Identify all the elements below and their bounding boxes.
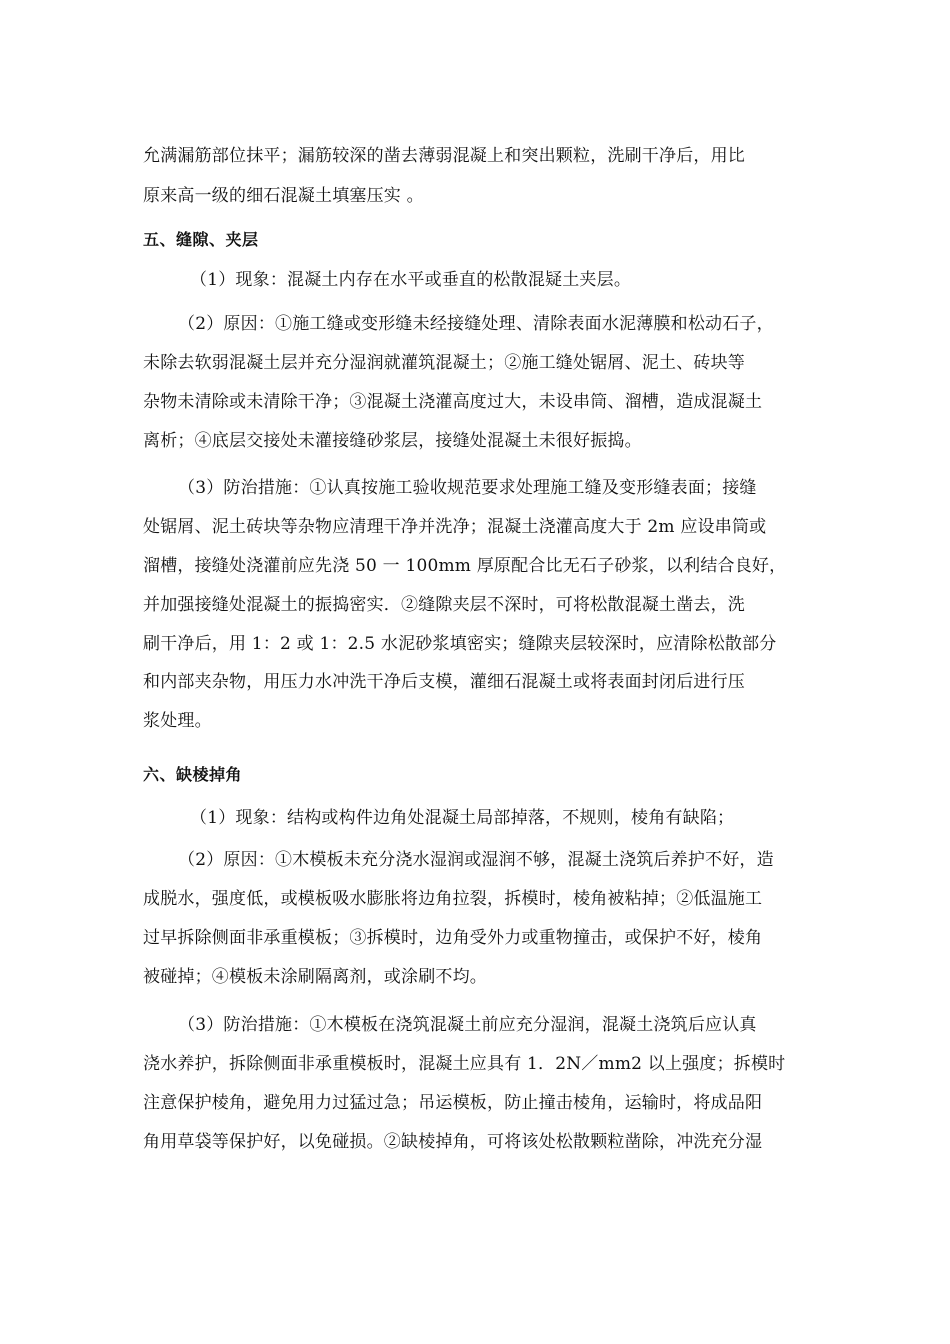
paragraph-line: （2）原因：①施工缝或变形缝未经接缝处理、清除表面水泥薄膜和松动石子， xyxy=(178,314,774,334)
paragraph-line: 溜槽，接缝处浇灌前应先浇 50 一 100mm 厚原配合比无石子砂浆，以利结合良好， xyxy=(143,556,787,576)
paragraph-line: 原来高一级的细石混凝土填塞压实 。 xyxy=(143,186,424,206)
paragraph-line: 杂物未清除或未清除干净；③混凝土浇灌高度过大，未设串筒、溜槽，造成混凝土 xyxy=(143,392,763,412)
paragraph-line: 角用草袋等保护好，以免碰损。②缺棱掉角，可将该处松散颗粒凿除，冲洗充分湿 xyxy=(143,1132,763,1152)
paragraph-line: （3）防治措施：①木模板在浇筑混凝土前应充分湿润，混凝土浇筑后应认真 xyxy=(178,1015,757,1035)
paragraph-line: 未除去软弱混凝土层并充分湿润就灌筑混凝土；②施工缝处锯屑、泥土、砖块等 xyxy=(143,353,745,373)
paragraph-line: （1）现象：结构或构件边角处混凝土局部掉落，不规则，棱角有缺陷； xyxy=(190,808,735,828)
section-heading-6: 六、缺棱掉角 xyxy=(143,765,243,784)
paragraph-line: （1）现象：混凝土内存在水平或垂直的松散混疑土夹层。 xyxy=(190,270,632,290)
paragraph-line: 处锯屑、泥土砖块等杂物应清理干净并洗净；混凝土浇灌高度大于 2m 应设串筒或 xyxy=(143,517,767,537)
paragraph-line: 离析；④底层交接处未灌接缝砂浆层，接缝处混凝土未很好振捣。 xyxy=(143,431,642,451)
paragraph-line: 和内部夹杂物，用压力水冲洗干净后支模，灌细石混凝土或将表面封闭后进行压 xyxy=(143,672,745,692)
paragraph-line: 成脱水，强度低，或模板吸水膨胀将边角拉裂，拆模时，棱角被粘掉；②低温施工 xyxy=(143,889,763,909)
paragraph-line: 过早拆除侧面非承重模板；③拆模时，边角受外力或重物撞击，或保护不好，棱角 xyxy=(143,928,763,948)
paragraph-line: 刷干净后，用 1：2 或 1：2.5 水泥砂浆填密实；缝隙夹层较深时，应清除松散部分 xyxy=(143,634,777,654)
paragraph-line: 并加强接缝处混凝土的振捣密实．②缝隙夹层不深时，可将松散混凝土凿去，洗 xyxy=(143,595,745,615)
paragraph-line: 浆处理。 xyxy=(143,711,212,731)
paragraph-line: （2）原因：①木模板未充分浇水湿润或湿润不够，混凝土浇筑后养护不好，造 xyxy=(178,850,774,870)
paragraph-line: 允满漏筋部位抹平；漏筋较深的凿去薄弱混凝上和突出颗粒，洗刷干净后，用比 xyxy=(143,146,745,166)
paragraph-line: （3）防治措施：①认真按施工验收规范要求处理施工缝及变形缝表面；接缝 xyxy=(178,478,757,498)
paragraph-line: 被碰掉；④模板未涂刷隔离剂，或涂刷不均。 xyxy=(143,967,487,987)
paragraph-line: 注意保护棱角，避免用力过猛过急；吊运模板，防止撞击棱角，运输时，将成品阳 xyxy=(143,1093,763,1113)
section-heading-5: 五、缝隙、夹层 xyxy=(143,230,259,249)
paragraph-line: 浇水养护，拆除侧面非承重模板时，混凝土应具有 1．2N／mm2 以上强度；拆模时 xyxy=(143,1054,786,1074)
